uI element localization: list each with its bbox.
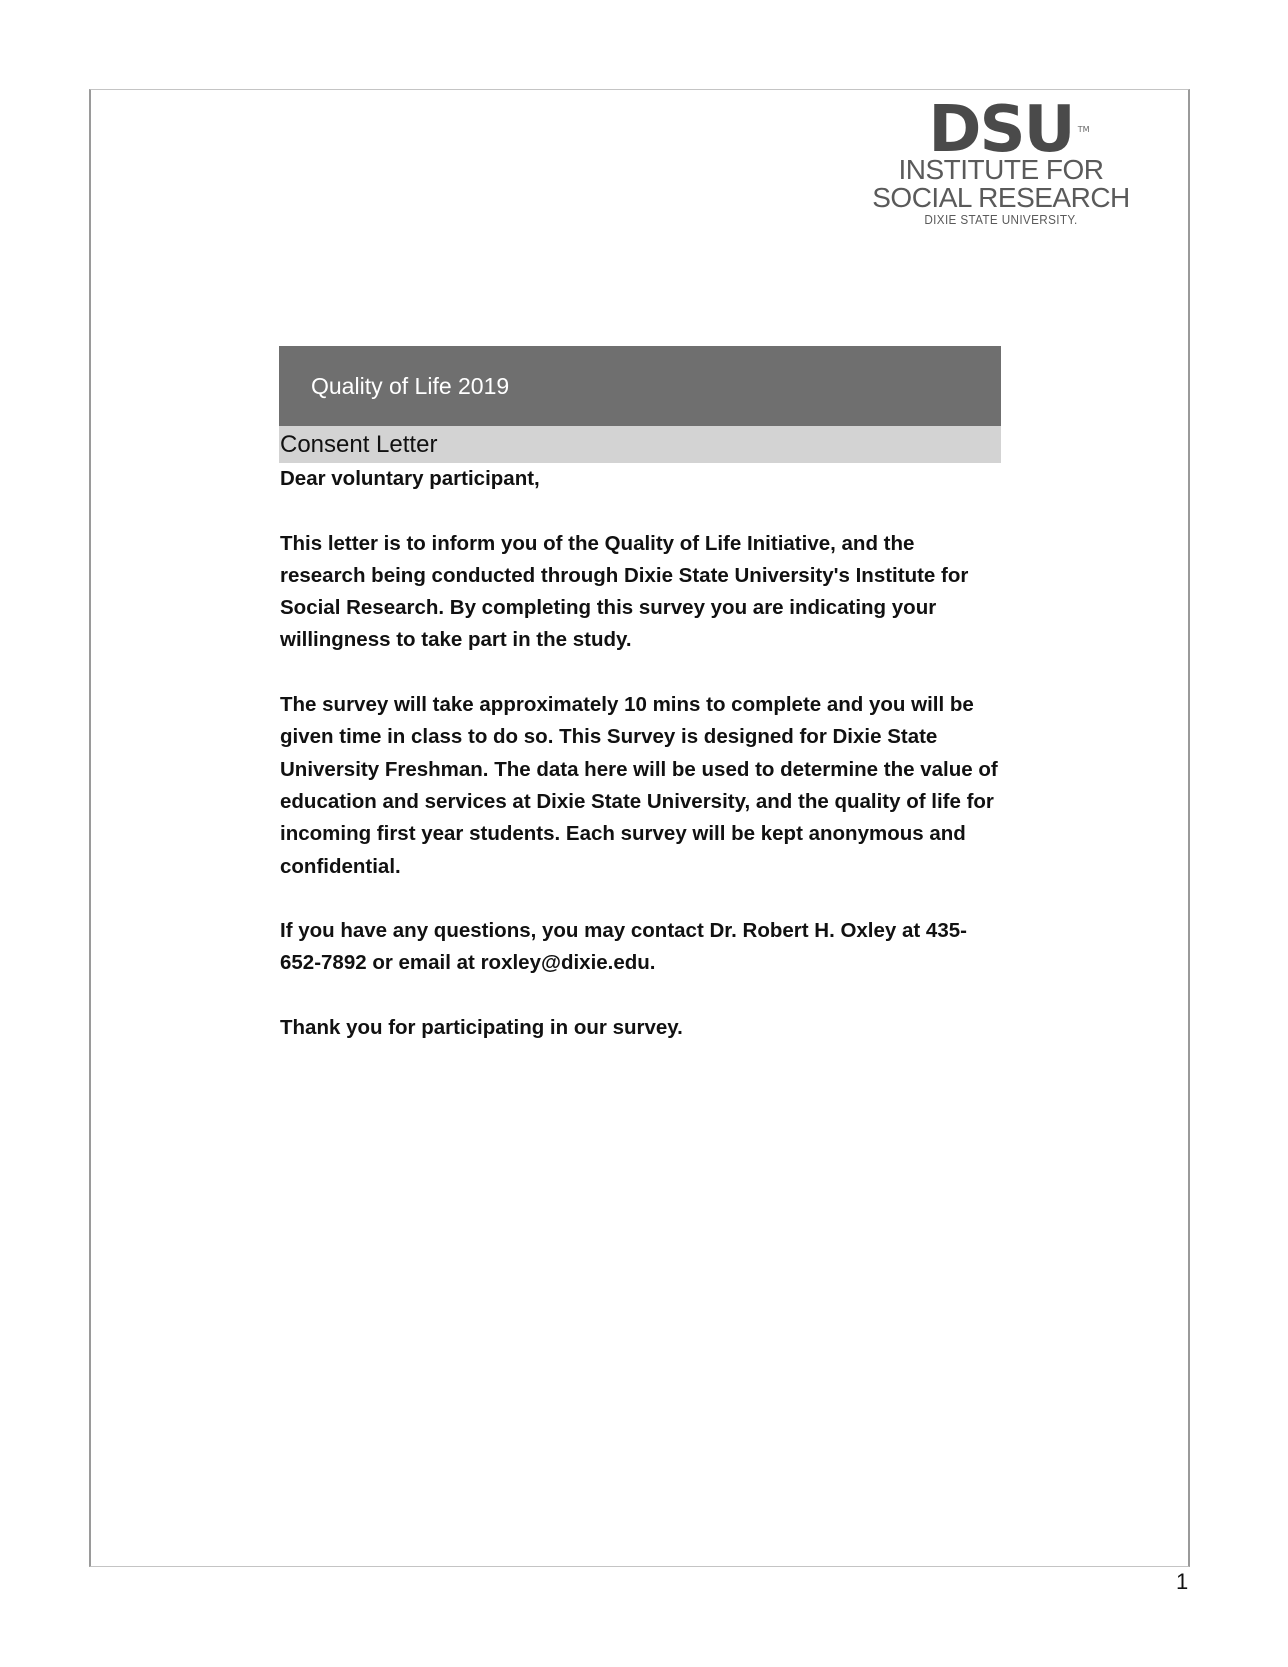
logo-line-social-research: SOCIAL RESEARCH	[872, 182, 1130, 213]
letter-paragraph: This letter is to inform you of the Quality of Life Initiative, and the research being conducted through Dixie State University's Institute for Social Research. By completing this survey you are indicating your willingness to take part in the study.	[280, 531, 969, 652]
letter-closing: Thank you for participating in our survey.	[280, 1016, 683, 1040]
section-subtitle: Consent Letter	[279, 426, 1001, 463]
letter-salutation: Dear voluntary participant,	[280, 467, 540, 490]
consent-letter-body	[280, 463, 1002, 1077]
dsu-logo	[868, 93, 1134, 227]
logo-mark-text: DSU	[928, 93, 1074, 167]
letter-paragraph: The survey will take approximately 10 mins to complete and you will be given time in class to do so. This Survey is designed for Dixie State University Freshman. The data here will be used to determine the value of education and services at Dixie State University, and the quality of life for incoming first year students. Each survey will be kept anonymous and confidential.	[280, 693, 998, 878]
logo-trademark: TM	[1077, 125, 1090, 134]
logo-line-institute: INSTITUTE FOR	[898, 154, 1104, 185]
page-number: 1	[1176, 1569, 1189, 1594]
logo-mark	[928, 93, 1090, 167]
survey-title: Quality of Life 2019	[279, 346, 1001, 426]
letter-paragraph: If you have any questions, you may contact Dr. Robert H. Oxley at 435-652-7892 or email at roxley@dixie.edu.	[280, 919, 967, 975]
logo-line-university: DIXIE STATE UNIVERSITY.	[924, 212, 1078, 227]
